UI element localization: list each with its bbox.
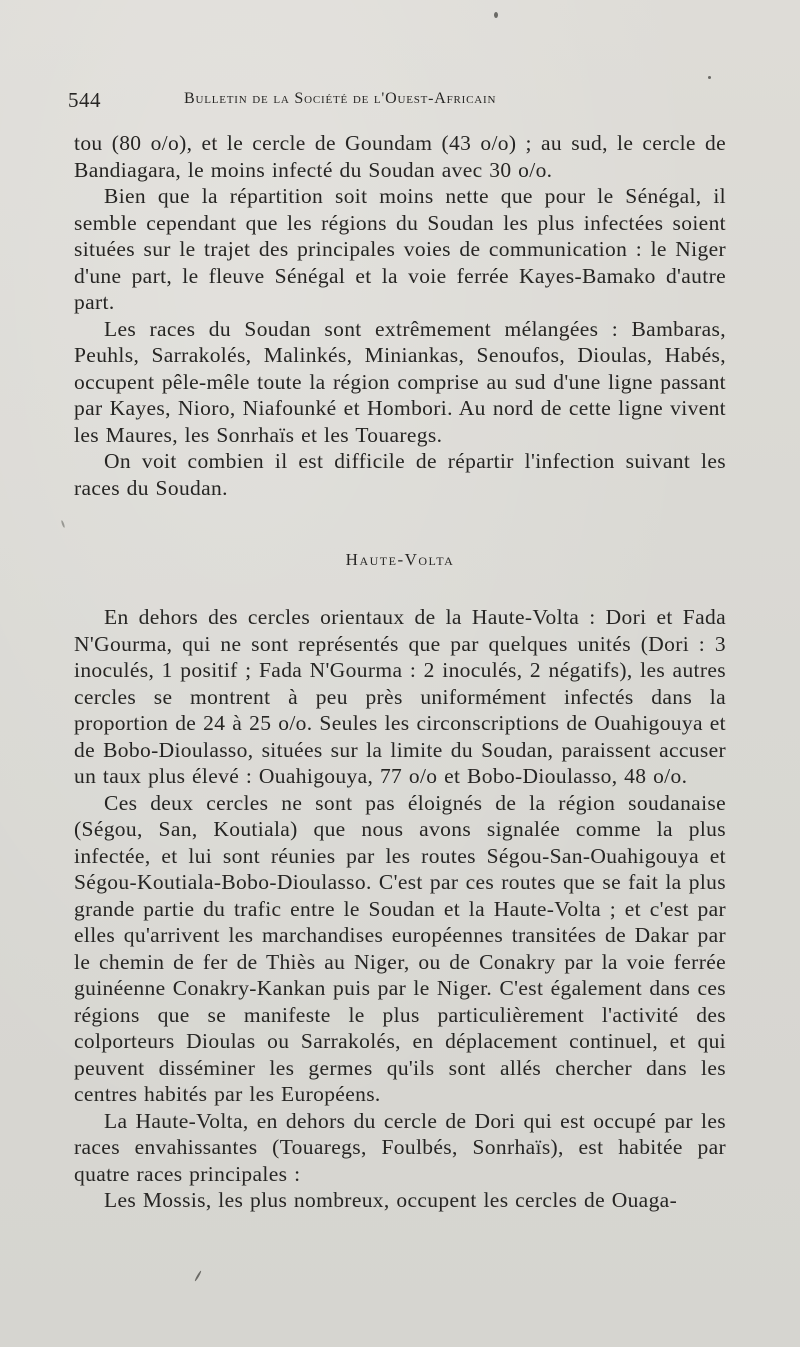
- section-heading: Haute-Volta: [345, 550, 455, 569]
- paragraph: Les Mossis, les plus nombreux, occupent les cercles de Ouaga-: [104, 1188, 678, 1212]
- paragraph: tou (80 o/o), et le cercle de Goundam (43 o/o) ; au sud, le cercle de Bandiagara, le moins infecté du Soudan avec 30 o/o.: [74, 131, 726, 182]
- paper-speck: [494, 12, 498, 18]
- section-soudan-text: [74, 130, 726, 501]
- running-head: Bulletin de la Société de l'Ouest-Africain: [184, 90, 497, 107]
- paragraph: La Haute-Volta, en dehors du cercle de Dori qui est occupé par les races envahissantes (Touaregs, Foulbés, Sonrhaïs), est habitée par quatre races principales :: [74, 1108, 726, 1186]
- paper-speck: [194, 1270, 202, 1281]
- paragraph: En dehors des cercles orientaux de la Haute-Volta : Dori et Fada N'Gourma, qui ne sont représentés que par quelques unités (Dori : 3 inoculés, 1 positif ; Fada N'Gourma : 2 inoculés, 2 négatifs), les autres cercles se montrent à peu près uniformément infectés dans la proportion de 24 à 25 o/o. Seules les circonscriptions de Ouahigouya et de Bobo-Dioulasso, situées sur la limite du Soudan, paraissent accuser un taux plus élevé : Ouahigouya, 77 o/o et Bobo-Dioulasso, 48 o/o.: [74, 605, 726, 788]
- paragraph: Ces deux cercles ne sont pas éloignés de la région soudanaise (Ségou, San, Koutiala) que nous avons signalée comme la plus infectée, et lui sont réunies par les routes Ségou-San-Ouahigouya et Ségou-Koutiala-Bobo-Dioulasso. C'est par ces routes que se fait la plus grande partie du trafic entre le Soudan et la Haute-Volta ; et c'est par elles qu'arrivent les marchandises européennes transitées de Dakar par le chemin de fer de Thiès au Niger, ou de Conakry par la voie ferrée guinéenne Conakry-Kankan puis par le Niger. C'est également dans ces régions que se manifeste le plus particulièrement l'activité des colporteurs Dioulas ou Sarrakolés, en déplacement continuel, et qui peuvent disséminer les germes qu'ils sont allés chercher dans les centres habités par les Européens.: [74, 790, 726, 1106]
- paragraph: Bien que la répartition soit moins nette que pour le Sénégal, il semble cependant que les régions du Soudan les plus infectées soient situées sur le trajet des principales voies de communication : le Niger d'une part, le fleuve Sénégal et la voie ferrée Kayes-Bamako d'autre part.: [74, 184, 726, 314]
- page-number: 544: [68, 88, 101, 112]
- paper-speck: [708, 76, 711, 79]
- paragraph: Les races du Soudan sont extrêmement mélangées : Bambaras, Peuhls, Sarrakolés, Malinkés, Miniankas, Senoufos, Dioulas, Habés, occupent pêle-mêle toute la région comprise au sud d'une ligne passant par Kayes, Nioro, Niafounké et Hombori. Au nord de cette ligne vivent les Maures, les Sonrhaïs et les Touaregs.: [74, 316, 726, 447]
- page-header: [68, 88, 708, 118]
- paper-speck: [61, 520, 66, 528]
- section-haute-volta-text: [74, 604, 726, 1214]
- paragraph: On voit combien il est difficile de répartir l'infection suivant les races du Soudan.: [74, 449, 726, 500]
